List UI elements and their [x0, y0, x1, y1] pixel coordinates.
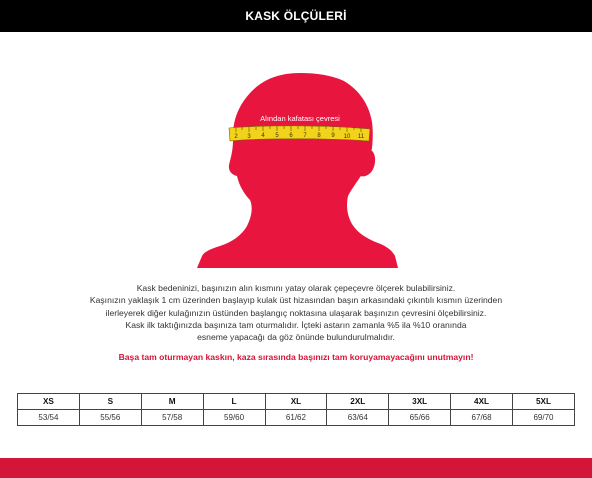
circumference-value: 59/60 [203, 410, 265, 426]
tape-number: 3 [247, 134, 251, 140]
size-label: 2XL [327, 394, 389, 410]
size-label: XS [18, 394, 80, 410]
size-label: 3XL [389, 394, 451, 410]
size-label: L [203, 394, 265, 410]
instruction-line: Kaşınızın yaklaşık 1 cm üzerinden başlayıp kulak üst hizasından başın arkasındaki çıkıntılı kısmın üzerinden [89, 295, 503, 306]
size-label: 5XL [513, 394, 575, 410]
size-chart-table [17, 393, 575, 426]
circumference-value: 53/54 [18, 410, 80, 426]
circumference-value: 67/68 [451, 410, 513, 426]
page-title: KASK ÖLÇÜLERİ [245, 9, 347, 23]
measurement-instructions [60, 282, 532, 343]
circumference-value: 63/64 [327, 410, 389, 426]
footer-bar [0, 458, 592, 478]
tape-number: 11 [357, 134, 365, 140]
tape-number: 6 [289, 133, 293, 139]
circumference-value: 61/62 [265, 410, 327, 426]
circumference-row [18, 410, 575, 426]
size-label: 4XL [451, 394, 513, 410]
instruction-line: ilerleyerek diğer kulağınızın üstünden başlangıç noktasına ulaşarak başınızın çevresini ölçebilirsiniz. [105, 307, 487, 318]
tape-number: 5 [275, 133, 279, 139]
instruction-line: Kask bedeninizi, başınızın alın kısmını yatay olarak çepeçevre ölçerek bulabilirsiniz. [136, 283, 456, 293]
size-header-row [18, 394, 575, 410]
ear-shape [360, 149, 375, 177]
circumference-value: 69/70 [513, 410, 575, 426]
size-label: M [141, 394, 203, 410]
tape-number: 9 [331, 133, 335, 139]
circumference-value: 65/66 [389, 410, 451, 426]
tape-number: 10 [343, 134, 351, 140]
size-label: S [79, 394, 141, 410]
head-measure-label: Alından kafatası çevresi [260, 114, 340, 123]
tape-number: 2 [234, 134, 238, 140]
circumference-value: 57/58 [141, 410, 203, 426]
instruction-line: Kask ilk taktığınızda başınıza tam oturmalıdır. İçteki astarın zamanla %5 ila %10 oranında [125, 319, 467, 330]
tape-number: 8 [317, 133, 321, 139]
size-label: XL [265, 394, 327, 410]
fit-warning: Başa tam oturmayan kaskın, kaza sırasında başınızı tam koruyamayacağını unutmayın! [118, 352, 474, 362]
head-measurement-illustration [0, 32, 592, 268]
header-bar [0, 0, 592, 32]
tape-number: 7 [303, 133, 307, 139]
tape-number: 4 [261, 133, 265, 139]
circumference-value: 55/56 [79, 410, 141, 426]
instruction-line: esneme yapacağı da göz önünde bulundurulmalıdır. [197, 332, 395, 343]
